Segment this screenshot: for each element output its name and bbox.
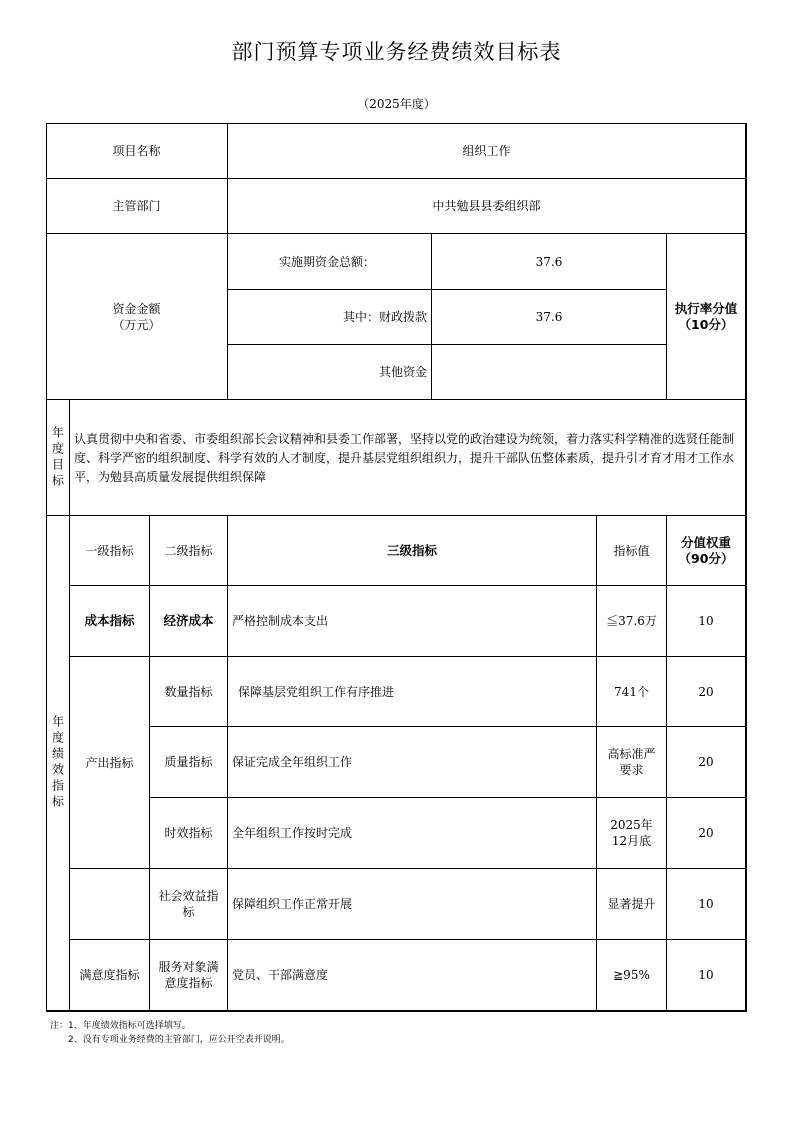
header-level3: 三级指标 [228,516,597,586]
department-value: 中共勉县县委组织部 [228,179,746,234]
social-level3: 保障组织工作正常开展 [228,869,597,940]
timeliness-weight: 20 [667,798,746,869]
quality-target: 高标准严要求 [597,727,667,798]
other-funds-label: 其他资金 [228,345,432,400]
header-level1: 一级指标 [70,516,150,586]
header-level2: 二级指标 [150,516,228,586]
fiscal-funds-value: 37.6 [432,290,667,345]
satisfaction-level1: 满意度指标 [70,940,150,1011]
timeliness-level2: 时效指标 [150,798,228,869]
header-target: 指标值 [597,516,667,586]
footnote-2: 2、没有专项业务经费的主管部门，应公开空表并说明。 [68,1035,290,1045]
cost-level1: 成本指标 [70,586,150,657]
satisfaction-weight: 10 [667,940,746,1011]
total-funds-value: 37.6 [432,234,667,290]
output-level1: 产出指标 [70,657,150,869]
satisfaction-target: ≧95% [597,940,667,1011]
satisfaction-level3: 党员、干部满意度 [228,940,597,1011]
department-label: 主管部门 [46,179,228,234]
quality-level2: 质量指标 [150,727,228,798]
quality-weight: 20 [667,727,746,798]
social-level2: 社会效益指标 [150,869,228,940]
footnotes [50,1019,290,1047]
indicators-section-label: 年度绩效指标 [46,516,70,1011]
fiscal-year: （2025年度） [357,97,436,111]
other-funds-value [432,345,667,400]
quality-level3: 保证完成全年组织工作 [228,727,597,798]
project-name-label: 项目名称 [46,123,228,179]
satisfaction-level2: 服务对象满意度指标 [150,940,228,1011]
annual-goal-text: 认真贯彻中央和省委、市委组织部长会议精神和县委工作部署，坚持以党的政治建设为统领，着力落实科学精准的选贤任能制度、科学严密的组织制度、科学有效的人才制度，提升基层党组织组织力，提升干部队伍整体素质，提升引才育才用才工作水平，为勉县高质量发展提供组织保障 [70,400,746,516]
cost-level2: 经济成本 [150,586,228,657]
page-title: 部门预算专项业务经费绩效目标表 [231,40,562,64]
funds-label: 资金金额 （万元） [46,234,228,400]
quantity-level3: 保障基层党组织工作有序推进 [228,657,597,727]
header-weight: 分值权重 （90分） [667,516,746,586]
project-name-value: 组织工作 [228,123,746,179]
annual-goal-label: 年度目标 [46,400,70,516]
fiscal-funds-label: 其中：财政拨款 [228,290,432,345]
execution-rate-score: 执行率分值 （10分） [667,234,746,400]
timeliness-target: 2025年12月底 [597,798,667,869]
timeliness-level3: 全年组织工作按时完成 [228,798,597,869]
performance-table [46,123,746,1011]
cost-weight: 10 [667,586,746,657]
social-target: 显著提升 [597,869,667,940]
cost-level3: 严格控制成本支出 [228,586,597,657]
quantity-target: 741个 [597,657,667,727]
social-weight: 10 [667,869,746,940]
quantity-level2: 数量指标 [150,657,228,727]
total-funds-label: 实施期资金总额： [228,234,432,290]
footnote-1: 注：1、年度绩效指标可选择填写。 [50,1021,191,1031]
social-level1-empty [70,869,150,940]
cost-target: ≦37.6万 [597,586,667,657]
quantity-weight: 20 [667,657,746,727]
